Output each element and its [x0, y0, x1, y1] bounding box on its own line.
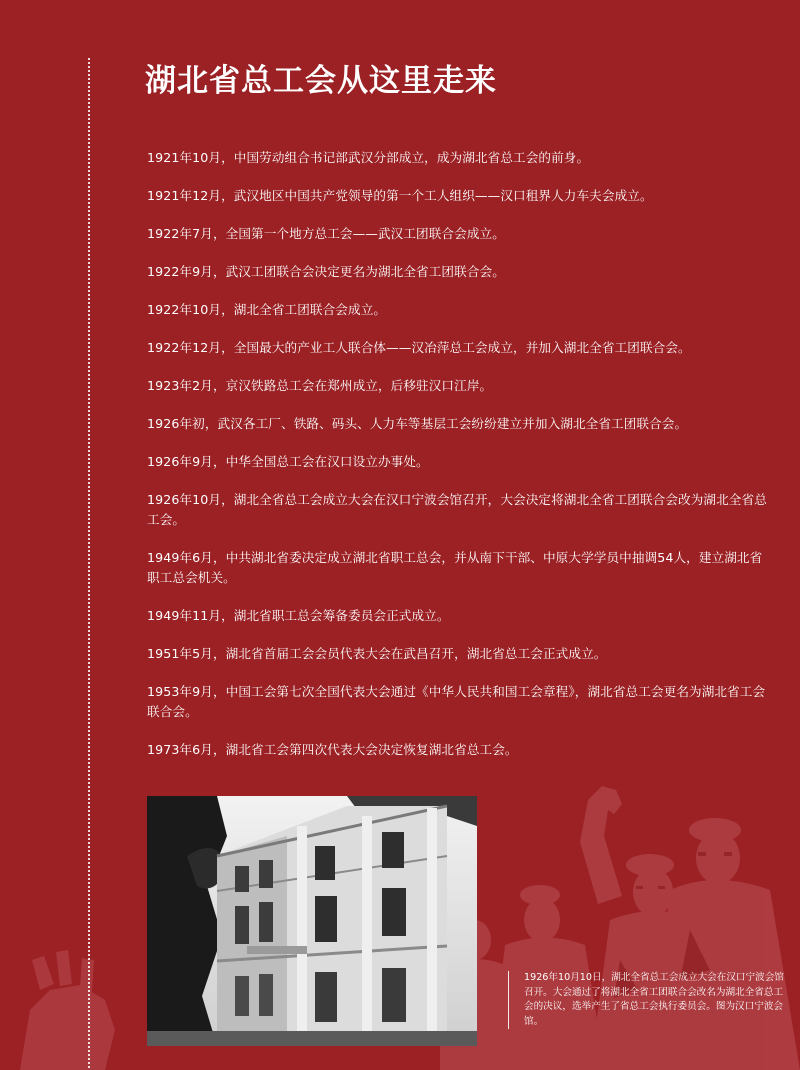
building-photo — [147, 796, 477, 1046]
timeline-item: 1922年10月，湖北全省工团联合会成立。 — [147, 302, 387, 317]
building-drawing — [147, 796, 477, 1046]
timeline-item: 1973年6月，湖北省工会第四次代表大会决定恢复湖北省总工会。 — [147, 742, 518, 757]
page-title: 湖北省总工会从这里走来 — [145, 63, 497, 99]
timeline-item: 1921年10月，中国劳动组合书记部武汉分部成立，成为湖北省总工会的前身。 — [147, 150, 590, 165]
photo-caption: 1926年10月10日，湖北全省总工会成立大会在汉口宁波会馆召开。大会通过了将湖北全省工团联合会改名为湖北全省总工会的决议，选举产生了省总工会执行委员会。图为汉口宁波会馆。 — [524, 972, 784, 1027]
timeline-item: 1951年5月，湖北省首届工会会员代表大会在武昌召开，湖北省总工会正式成立。 — [147, 646, 607, 661]
timeline-item: 1922年9月，武汉工团联合会决定更名为湖北全省工团联合会。 — [147, 264, 505, 279]
timeline-item: 1926年初，武汉各工厂、铁路、码头、人力车等基层工会纷纷建立并加入湖北全省工团联合会。 — [147, 416, 688, 431]
timeline-item: 1922年12月，全国最大的产业工人联合体——汉冶萍总工会成立，并加入湖北全省工团联合会。 — [147, 340, 691, 355]
timeline-item: 1949年6月，中共湖北省委决定成立湖北省职工总会，并从南下干部、中原大学学员中抽调54人，建立湖北省职工总会机关。 — [147, 550, 763, 585]
timeline-list — [147, 148, 767, 778]
timeline-item: 1922年7月，全国第一个地方总工会——武汉工团联合会成立。 — [147, 226, 505, 241]
timeline-item: 1926年10月，湖北全省总工会成立大会在汉口宁波会馆召开，大会决定将湖北全省工团联合会改为湖北全省总工会。 — [147, 492, 767, 527]
photo-caption-box — [508, 971, 786, 1029]
dotted-divider — [88, 58, 90, 1068]
raised-hand-illustration — [0, 920, 160, 1070]
timeline-item: 1926年9月，中华全国总工会在汉口设立办事处。 — [147, 454, 429, 469]
timeline-item: 1949年11月，湖北省职工总会筹备委员会正式成立。 — [147, 608, 450, 623]
timeline-item: 1953年9月，中国工会第七次全国代表大会通过《中华人民共和国工会章程》，湖北省总工会更名为湖北省工会联合会。 — [147, 684, 766, 719]
timeline-item: 1923年2月，京汉铁路总工会在郑州成立，后移驻汉口江岸。 — [147, 378, 493, 393]
timeline-item: 1921年12月，武汉地区中国共产党领导的第一个工人组织——汉口租界人力车夫会成立。 — [147, 188, 653, 203]
